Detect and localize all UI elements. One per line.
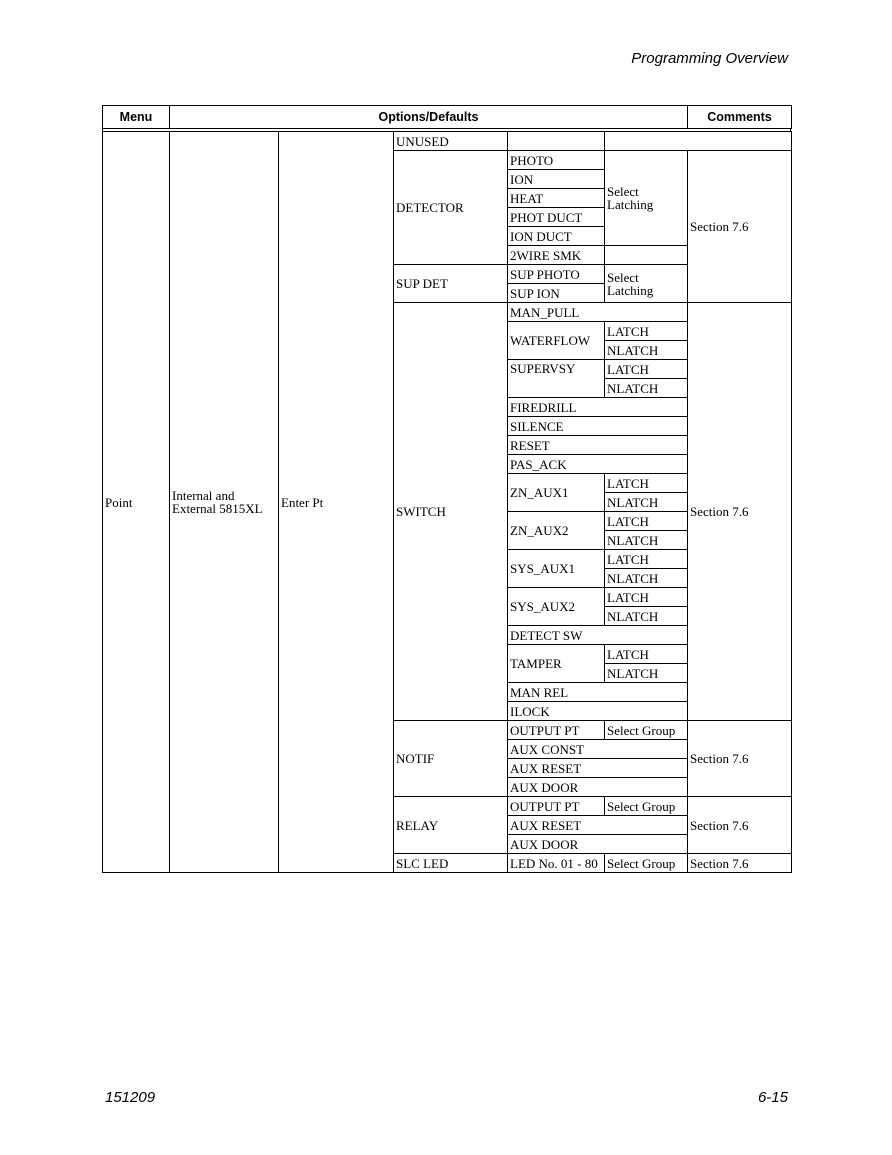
- switch-item: SYS_AUX1: [508, 550, 605, 588]
- table-header: [102, 105, 792, 129]
- type-switch: SWITCH: [394, 303, 508, 721]
- switch-option: LATCH: [605, 512, 688, 531]
- detector-option: [605, 151, 688, 246]
- type-relay: RELAY: [394, 797, 508, 854]
- header-comments: Comments: [688, 106, 792, 129]
- type-notif: NOTIF: [394, 721, 508, 797]
- sup-det-item: SUP ION: [508, 284, 605, 303]
- switch-option: NLATCH: [605, 607, 688, 626]
- sub1-line2: External 5815XL: [172, 501, 263, 516]
- switch-option: LATCH: [605, 588, 688, 607]
- type-detector: DETECTOR: [394, 151, 508, 265]
- detector-item: PHOTO: [508, 151, 605, 170]
- switch-item: SUPERVSY: [508, 360, 605, 398]
- sup-det-option: [605, 265, 688, 303]
- relay-item: AUX RESET: [508, 816, 688, 835]
- switch-item: ZN_AUX2: [508, 512, 605, 550]
- footer-page-number: 6-15: [757, 1089, 788, 1106]
- notif-item: AUX CONST: [508, 740, 688, 759]
- notif-option: Select Group: [605, 721, 688, 740]
- detector-item: HEAT: [508, 189, 605, 208]
- detector-item: PHOT DUCT: [508, 208, 605, 227]
- switch-item: TAMPER: [508, 645, 605, 683]
- type-slc-led: SLC LED: [394, 854, 508, 873]
- relay-item: AUX DOOR: [508, 835, 688, 854]
- options-table: [102, 105, 791, 873]
- menu-point: Point: [103, 132, 170, 873]
- switch-option: NLATCH: [605, 341, 688, 360]
- table-body: [102, 131, 792, 873]
- slc-led-item: LED No. 01 - 80: [508, 854, 605, 873]
- type-sup-det: SUP DET: [394, 265, 508, 303]
- switch-option: NLATCH: [605, 569, 688, 588]
- notif-item: AUX RESET: [508, 759, 688, 778]
- switch-option: LATCH: [605, 550, 688, 569]
- switch-option: LATCH: [605, 474, 688, 493]
- relay-comment: Section 7.6: [688, 797, 792, 854]
- page-header: Programming Overview: [631, 50, 788, 67]
- detector-item: 2WIRE SMK: [508, 246, 605, 265]
- sup-det-option-line2: Latching: [607, 282, 654, 298]
- switch-option: NLATCH: [605, 493, 688, 512]
- sub-enter-pt: Enter Pt: [279, 132, 394, 873]
- header-menu: Menu: [103, 106, 170, 129]
- detector-item: ION DUCT: [508, 227, 605, 246]
- notif-item: OUTPUT PT: [508, 721, 605, 740]
- switch-item: SILENCE: [508, 417, 688, 436]
- switch-comment: Section 7.6: [688, 303, 792, 721]
- switch-item: WATERFLOW: [508, 322, 605, 360]
- footer-doc-number: 151209: [105, 1089, 156, 1106]
- switch-item: RESET: [508, 436, 688, 455]
- switch-item: MAN REL: [508, 683, 688, 702]
- type-unused: UNUSED: [394, 132, 508, 151]
- cell-empty: [605, 246, 688, 265]
- relay-option: Select Group: [605, 797, 688, 816]
- relay-item: OUTPUT PT: [508, 797, 605, 816]
- cell-empty: [508, 132, 605, 151]
- switch-option: LATCH: [605, 360, 688, 379]
- notif-item: AUX DOOR: [508, 778, 688, 797]
- sub1-line1: Internal and: [172, 488, 235, 503]
- sub-internal-external: [170, 132, 279, 873]
- switch-item: FIREDRILL: [508, 398, 688, 417]
- sup-det-option-line1: Select: [607, 269, 639, 285]
- switch-option: LATCH: [605, 645, 688, 664]
- notif-comment: Section 7.6: [688, 721, 792, 797]
- switch-option: NLATCH: [605, 379, 688, 398]
- slc-led-comment: Section 7.6: [688, 854, 792, 873]
- detector-item: ION: [508, 170, 605, 189]
- detector-comment: Section 7.6: [688, 151, 792, 303]
- switch-item: DETECT SW: [508, 626, 688, 645]
- slc-led-option: Select Group: [605, 854, 688, 873]
- switch-item: MAN_PULL: [508, 303, 688, 322]
- sup-det-item: SUP PHOTO: [508, 265, 605, 284]
- switch-option: NLATCH: [605, 664, 688, 683]
- cell-empty: [605, 132, 792, 151]
- switch-option: NLATCH: [605, 531, 688, 550]
- switch-item: PAS_ACK: [508, 455, 688, 474]
- switch-option: LATCH: [605, 322, 688, 341]
- detector-option-line2: Latching: [607, 197, 654, 212]
- switch-item: SYS_AUX2: [508, 588, 605, 626]
- switch-item: ILOCK: [508, 702, 688, 721]
- header-options: Options/Defaults: [170, 106, 688, 129]
- detector-option-line1: Select: [607, 184, 639, 199]
- switch-item: ZN_AUX1: [508, 474, 605, 512]
